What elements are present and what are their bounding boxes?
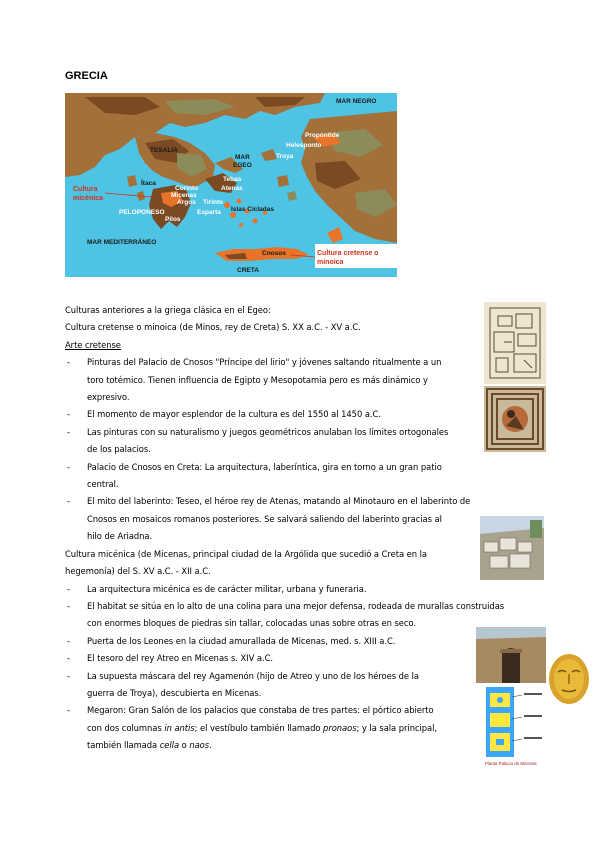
map-label-tebas: Tebas <box>223 176 242 183</box>
map-label-cultura-cretense-1: Cultura cretense o <box>317 250 379 257</box>
list-item: - El tesoro del rey Atreo en Micenas s. XIV a.C. <box>65 650 485 667</box>
list-item: - Puerta de los Leones en la ciudad amurallada de Micenas, med. s. XIII a.C. <box>65 633 485 650</box>
list-item: - El mito del laberinto: Teseo, el héroe rey de Atenas, matando al Minotauro en el laberinto de Cnosos en mosaicos romanos posteriores. Se salvará saliendo del laberinto gracias al hilo de Ariadna. <box>65 493 485 545</box>
list-dash: - <box>67 409 70 420</box>
arte-cretense-heading: Arte cretense <box>65 339 121 350</box>
palace-plan-caption: Planta Palacio de Micenas <box>485 761 537 766</box>
document-body <box>65 302 505 755</box>
map-label-propontide: Propóntide <box>305 132 340 139</box>
list-item: - La arquitectura micénica es de carácter militar, urbana y funeraria. <box>65 581 485 598</box>
agamemnon-mask-image <box>546 652 592 706</box>
cretan-heading: Cultura cretense o minoica (de Minos, rey de Creta) S. XX a.C. - XV a.C. <box>65 322 361 333</box>
page-title: GRECIA <box>65 70 108 82</box>
map-label-cultura-micenica-2: micénica <box>73 195 103 202</box>
map-label-creta: CRETA <box>237 267 259 274</box>
list-dash: - <box>67 670 70 681</box>
knossos-palace-plan-image <box>484 302 546 384</box>
list-dash: - <box>67 653 70 664</box>
list-dash: - <box>67 461 70 472</box>
map-label-cultura-micenica-1: Cultura <box>73 186 98 193</box>
map-label-mar-egeo-2: EGEO <box>233 162 252 169</box>
map-label-esparta: Esparta <box>197 209 221 216</box>
list-item: - Pinturas del Palacio de Cnosos "Príncipe del lirio" y jóvenes saltando ritualmente a un toro totémico. Tienen influencia de Egipto y Mesopotamia pero es más dinámico y expresivo. <box>65 354 485 406</box>
map-label-peloponeso: PELOPONESO <box>119 209 165 216</box>
map-label-tirinto: Tirinto <box>203 199 224 206</box>
list-item: - El habitat se sitúa en lo alto de una colina para una mejor defensa, rodeada de murallas construidas con enormes bloques de piedras sin tallar, colocadas unas sobre otras en seco. <box>65 598 539 633</box>
list-dash: - <box>67 426 70 437</box>
map-label-mar-negro: MAR NEGRO <box>336 98 377 105</box>
map-label-cultura-cretense-2: minoica <box>317 259 344 266</box>
map-label-micenas: Micenas <box>171 192 197 199</box>
list-dash: - <box>67 635 70 646</box>
theseus-minotaur-mosaic-image <box>484 386 546 452</box>
list-dash: - <box>67 496 70 507</box>
mycenae-walls-image <box>480 516 544 580</box>
treasury-of-atreus-image <box>476 627 546 683</box>
mycenae-palace-plan-image <box>482 683 548 771</box>
map-label-atenas: Atenas <box>221 185 243 192</box>
map-label-argos: Argos <box>177 199 196 206</box>
map-label-itaca: Ítaca <box>141 180 156 187</box>
map-label-tesalia: TESALIA <box>150 147 178 154</box>
list-item: - Palacio de Cnosos en Creta: La arquitectura, laberíntica, gira en torno a un gran patio central. <box>65 459 485 494</box>
list-dash: - <box>67 357 70 368</box>
aegean-map <box>65 93 397 277</box>
list-dash: - <box>67 583 70 594</box>
map-label-helesponto: Helesponto <box>286 142 322 149</box>
aegean-map-image <box>65 93 397 277</box>
list-item: - La supuesta máscara del rey Agamenón (hijo de Atreo y uno de los héroes de la guerra de Troya), descubierta en Micenas. <box>65 668 485 703</box>
list-dash: - <box>67 600 70 611</box>
list-item: - El momento de mayor esplendor de la cultura es del 1550 al 1450 a.C. <box>65 406 485 423</box>
mycenaean-heading-line-2: hegemonía) del S. XV a.C. - XII a.C. <box>65 566 211 577</box>
map-label-corinto: Corinto <box>175 185 199 192</box>
list-item-megaron: - Megaron: Gran Salón de los palacios que constaba de tres partes: el pórtico abierto con dos columnas in antis; el vestíbulo también llamado pronaos; y la sala principal, también llamada cella o naos. <box>65 702 485 754</box>
map-label-pilos: Pilos <box>165 216 181 223</box>
map-label-cicladas: Islas Cícladas <box>231 206 274 213</box>
list-dash: - <box>67 705 70 716</box>
map-label-mar-egeo-1: MAR <box>235 154 250 161</box>
map-label-mar-mediterraneo: MAR MEDITERRÁNEO <box>87 239 157 246</box>
intro-line: Culturas anteriores a la griega clásica en el Egeo: <box>65 305 271 315</box>
map-label-troya: Troya <box>276 153 294 160</box>
list-item: - Las pinturas con su naturalismo y juegos geométricos anulaban los límites ortogonales de los palacios. <box>65 424 485 459</box>
mycenaean-heading-line-1: Cultura micénica (de Micenas, principal ciudad de la Argólida que sucedió a Creta en la <box>65 548 427 559</box>
map-label-cnosos: Cnosos <box>262 250 286 257</box>
